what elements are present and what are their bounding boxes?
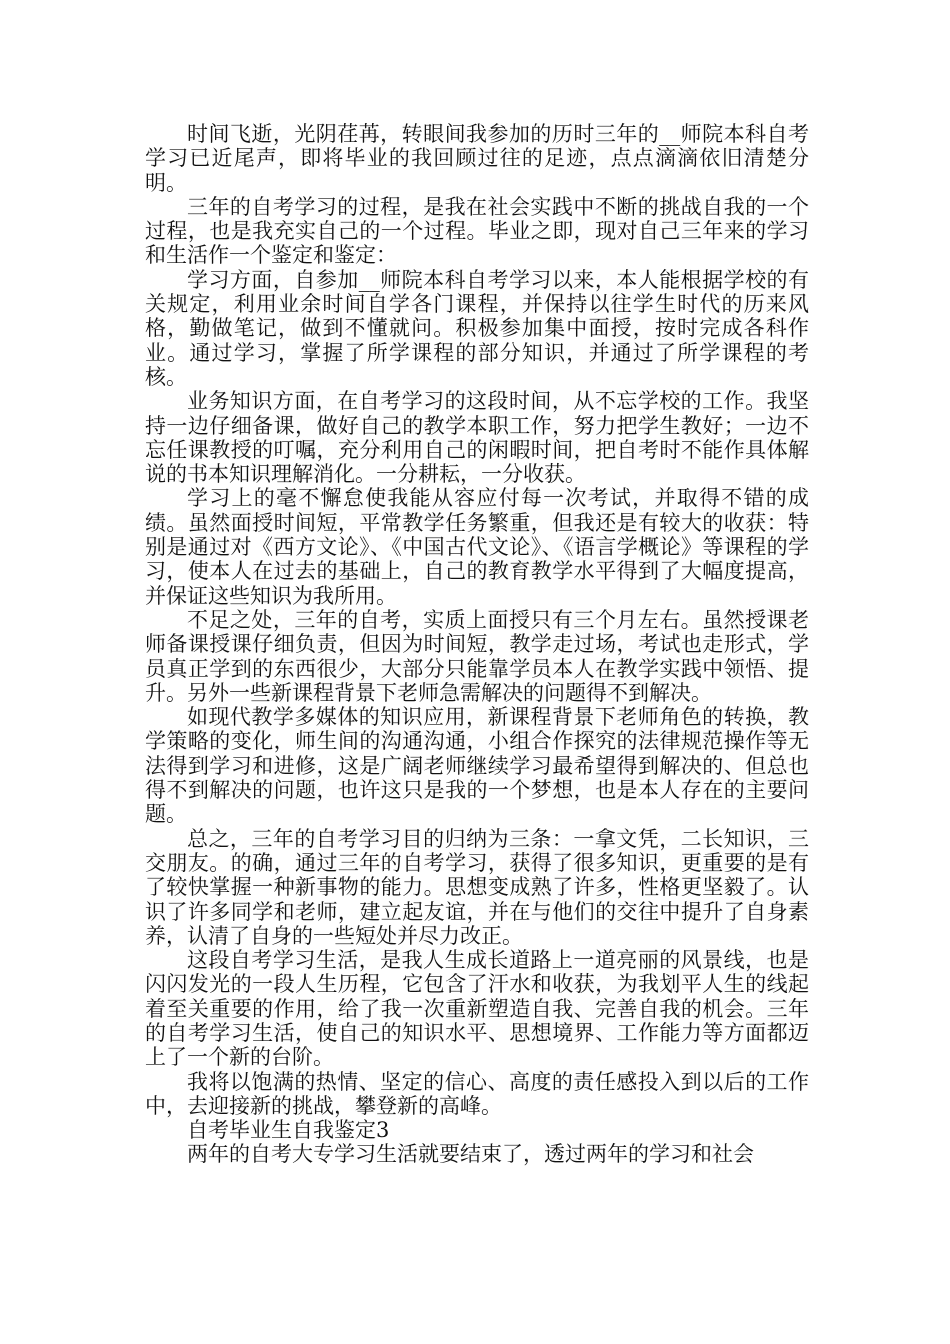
section-heading: 自考毕业生自我鉴定3 [187,1118,390,1143]
document-page [145,122,809,1167]
paragraph-problems: 如现代教学多媒体的知识应用，新课程背景下老师角色的转换，教学策略的变化，师生间的沟通沟通，小组合作探究的法律规范操作等无法得到学习和进修，这是广阔老师继续学习最希望得到解决的、但总也得不到解决的问题，也许这只是我的一个梦想，也是本人存在的主要问题。 [145,705,809,827]
paragraph-reflection: 这段自考学习生活，是我人生成长道路上一道亮丽的风景线，也是闪闪发光的一段人生历程，它包含了汗水和收获，为我划平人生的线起着至关重要的作用，给了我一次重新塑造自我、完善自我的机会。三年的自考学习生活，使自己的知识水平、思想境界、工作能力等方面都迈上了一个新的台阶。 [145,948,809,1070]
paragraph-next: 两年的自考大专学习生活就要结束了，透过两年的学习和社会 [187,1142,754,1167]
paragraph-shortcomings: 不足之处，三年的自考，实质上面授只有三个月左右。虽然授课老师备课授课仔细负责，但因为时间短，教学走过场，考试也走形式，学员真正学到的东西很少，大部分只能靠学员本人在教学实践中领悟、提升。另外一些新课程背景下老师急需解决的问题得不到解决。 [145,607,809,705]
paragraph-outlook: 我将以饱满的热情、坚定的信心、高度的责任感投入到以后的工作中，去迎接新的挑战，攀登新的高峰。 [145,1069,809,1118]
paragraph-exams: 学习上的毫不懈怠使我能从容应付每一次考试，并取得不错的成绩。虽然面授时间短，平常教学任务繁重，但我还是有较大的收获：特别是通过对《西方文论》、《中国古代文论》、《语言学概论》等课程的学习，使本人在过去的基础上，自己的教育教学水平得到了大幅度提高，并保证这些知识为我所用。 [145,486,809,608]
paragraph-work: 业务知识方面，在自考学习的这段时间，从不忘学校的工作。我坚持一边仔细备课，做好自己的教学本职工作，努力把学生教好；一边不忘任课教授的叮嘱，充分利用自己的闲暇时间，把自考时不能作具体解说的书本知识理解消化。一分耕耘，一分收获。 [145,389,809,487]
paragraph-study: 学习方面，自参加__师院本科自考学习以来，本人能根据学校的有关规定，利用业余时间自学各门课程，并保持以往学生时代的历来风格，勤做笔记，做到不懂就问。积极参加集中面授，按时完成各科作业。通过学习，掌握了所学课程的部分知识，并通过了所学课程的考核。 [145,267,809,389]
paragraph-summary: 总之，三年的自考学习目的归纳为三条：一拿文凭，二长知识，三交朋友。的确，通过三年的自考学习，获得了很多知识，更重要的是有了较快掌握一种新事物的能力。思想变成熟了许多，性格更坚毅了。认识了许多同学和老师，建立起友谊，并在与他们的交往中提升了自身素养，认清了自身的一些短处并尽力改正。 [145,826,809,948]
paragraph-intro: 时间飞逝，光阴荏苒，转眼间我参加的历时三年的__师院本科自考学习已近尾声，即将毕业的我回顾过往的足迹，点点滴滴依旧清楚分明。 [145,122,809,195]
paragraph-process: 三年的自考学习的过程，是我在社会实践中不断的挑战自我的一个过程，也是我充实自己的一个过程。毕业之即，现对自己三年来的学习和生活作一个鉴定和鉴定： [145,194,809,268]
